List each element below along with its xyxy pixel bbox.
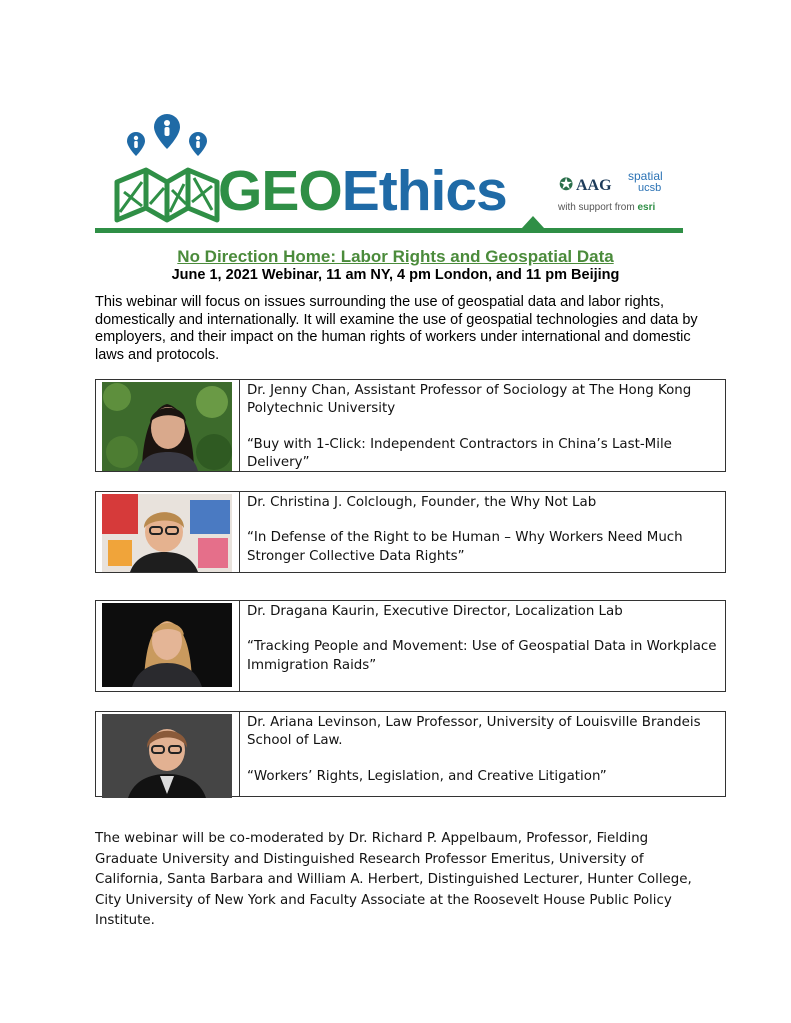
speaker-bio: Dr. Dragana Kaurin, Executive Director, Localization Lab (247, 604, 623, 619)
speaker-divider (239, 601, 240, 691)
speaker-box-colclough (95, 491, 726, 573)
event-date-line: June 1, 2021 Webinar, 11 am NY, 4 pm London, and 11 pm Beijing (171, 267, 620, 283)
speaker-box-kaurin (95, 600, 726, 692)
speaker-photo-kaurin (102, 603, 232, 687)
speaker-text (247, 494, 717, 566)
speaker-talk-title: “Buy with 1-Click: Independent Contractors in China’s Last-Mile Delivery” (247, 436, 672, 471)
intro-paragraph: This webinar will focus on issues surrounding the use of geospatial data and labor rights, domestically and internationally. It will examine the use of geospatial technologies and data by employers, and their impact on the human rights of workers under international and domestic laws and protocols. (95, 294, 698, 363)
speaker-photo-colclough (102, 494, 232, 572)
logo-ethics: Ethics (341, 159, 507, 223)
ucsb-logo: ucsb (638, 182, 662, 194)
sponsor-logos (556, 170, 676, 220)
header-notch (522, 216, 544, 228)
speaker-text (247, 603, 717, 675)
header-divider (95, 228, 683, 233)
speaker-talk-title: “Tracking People and Movement: Use of Geospatial Data in Workplace Immigration Raids” (247, 639, 717, 673)
aag-star-icon: ✪ (559, 175, 574, 194)
support-line (558, 202, 655, 214)
page-title: No Direction Home: Labor Rights and Geospatial Data (177, 247, 614, 266)
speaker-text (247, 714, 717, 786)
speaker-bio: Dr. Christina J. Colclough, Founder, the Why Not Lab (247, 495, 597, 510)
speaker-photo-levinson (102, 714, 232, 798)
speaker-talk-title: “Workers’ Rights, Legislation, and Creative Litigation” (247, 768, 607, 784)
support-prefix: with support from (558, 202, 638, 213)
speaker-box-levinson (95, 711, 726, 797)
speaker-divider (239, 380, 240, 471)
logo-geo: GEO (218, 159, 342, 223)
aag-logo: AAG (576, 177, 612, 194)
spatial-logo: spatial (628, 169, 663, 183)
speaker-bio: Dr. Jenny Chan, Assistant Professor of Sociology at The Hong Kong Polytechnic University (247, 383, 692, 417)
speaker-bio: Dr. Ariana Levinson, Law Professor, University of Louisville Brandeis School of Law. (247, 715, 701, 749)
speaker-box-chan (95, 379, 726, 472)
speaker-photo-chan (102, 382, 232, 471)
speaker-divider (239, 712, 240, 796)
speaker-talk-title: “In Defense of the Right to be Human – Why Workers Need Much Stronger Collective Data Rights” (247, 530, 683, 564)
moderators-paragraph: The webinar will be co-moderated by Dr. Richard P. Appelbaum, Professor, Fielding Graduate University and Distinguished Research Professor Emeritus, University of California, Santa Barbara and William A. Herbert, Distinguished Lecturer, Hunter College, City University of New York and Faculty Associate at the Roosevelt House Public Policy Institute. (95, 831, 692, 928)
map-pins-icon (112, 112, 222, 224)
speaker-divider (239, 492, 240, 572)
geoethics-logo-text (218, 158, 507, 224)
esri-logo: esri (637, 202, 656, 213)
speaker-text (247, 382, 717, 473)
